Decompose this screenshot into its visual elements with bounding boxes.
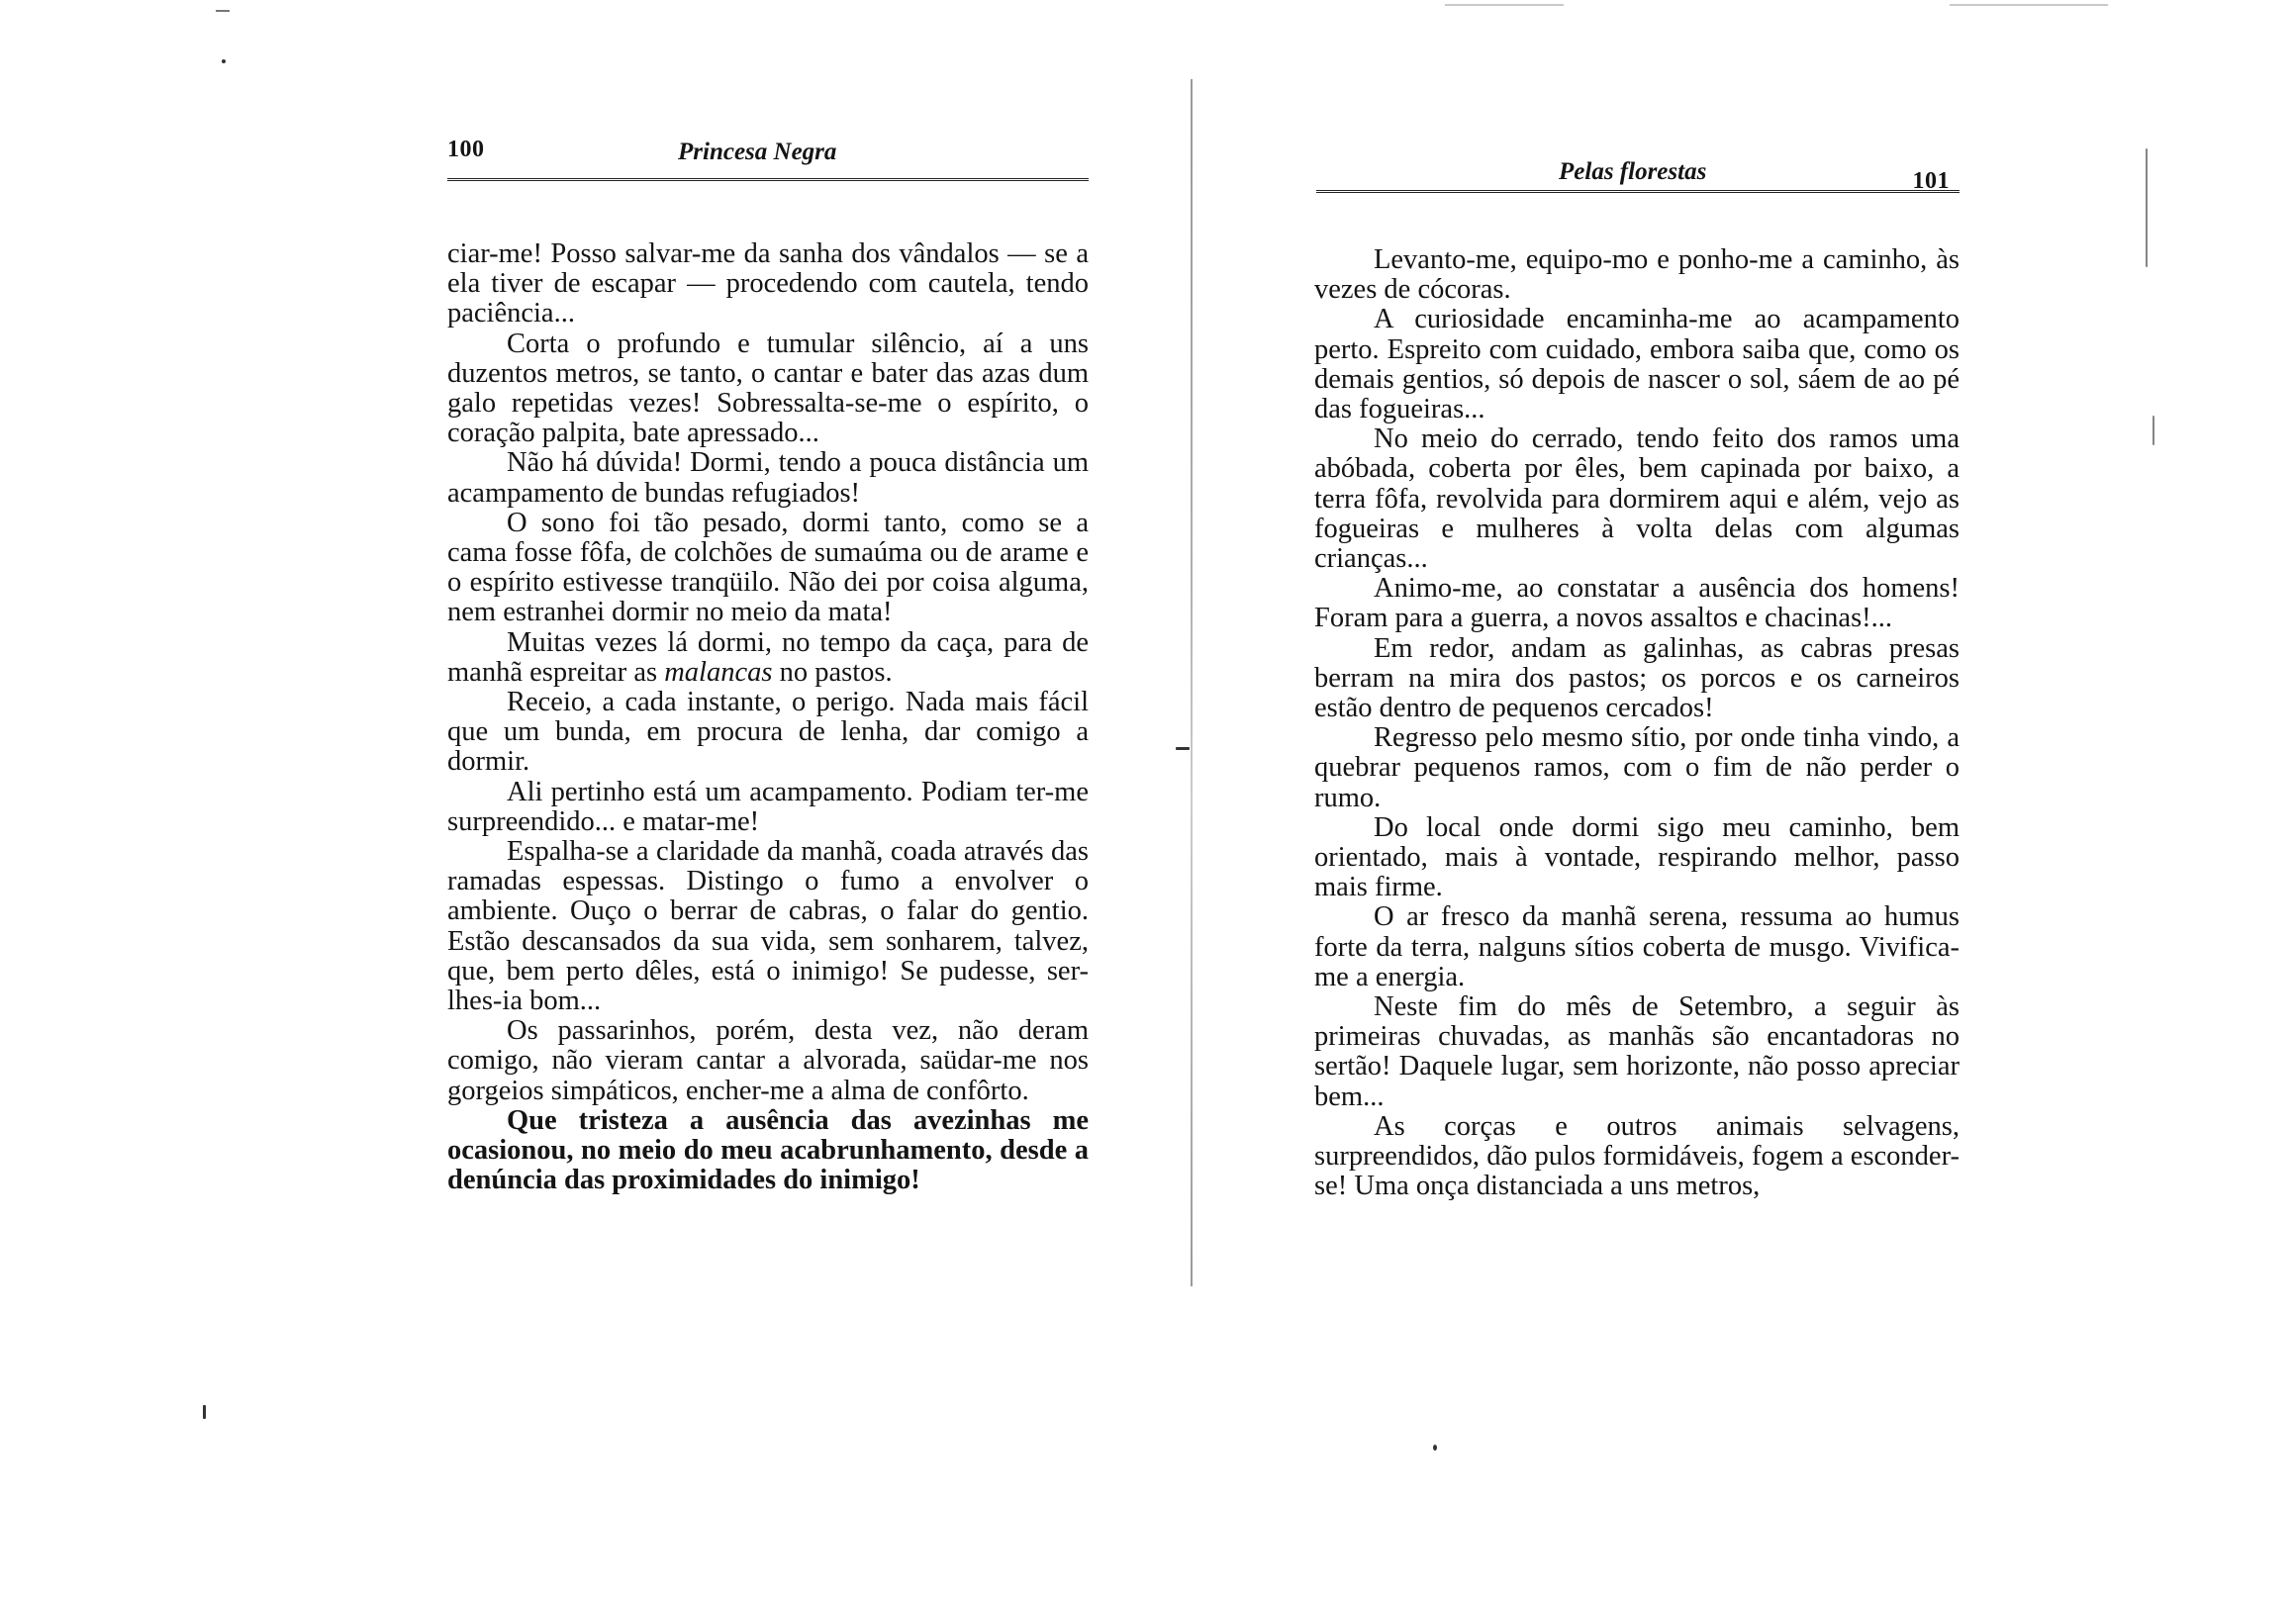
scan-speck <box>2152 416 2154 445</box>
right-page <box>1306 0 1960 1599</box>
paragraph: Espalha-se a claridade da manhã, coada através das ramadas espessas. Distingo o fumo a envolver o ambiente. Ouço o berrar de cabras, o falar do gentio. Estão descansados da sua vida, sem sonharem, talvez, que, bem perto dêles, está o inimigo! Se pudesse, ser-lhes-ia bom... <box>447 836 1089 1017</box>
paragraph: As corças e outros animais selvagens, surpreendidos, dão pulos formidáveis, fogem a esconder-se! Uma onça distanciada a uns metros, <box>1314 1110 1960 1202</box>
right-header-rule <box>1316 190 1960 193</box>
left-running-head <box>435 137 1089 176</box>
paragraph: Muitas vezes lá dormi, no tempo da caça, para de manhã espreitar as malancas no pastos. <box>447 626 1089 688</box>
scan-artifact <box>216 10 230 12</box>
paragraph: Ali pertinho está um acampamento. Podiam ter-me surpreendido... e matar-me! <box>447 776 1089 837</box>
paragraph: Que tristeza a ausência das avezinhas me ocasionou, no meio do meu acabrunhamento, desde a denúncia das proximidades do inimigo! <box>447 1104 1089 1196</box>
scan-speck <box>222 59 226 63</box>
scan-speck <box>1433 1445 1437 1451</box>
left-header-rule <box>447 178 1089 181</box>
scan-artifact <box>1950 4 2108 6</box>
book-gutter <box>1191 79 1193 1286</box>
paragraph: ciar-me! Posso salvar-me da sanha dos vândalos — se a ela tiver de escapar — procedendo com cautela, tendo paciência... <box>447 238 1089 329</box>
scan-artifact <box>1445 4 1564 6</box>
right-running-head <box>1306 154 1960 194</box>
paragraph: Levanto-me, equipo-mo e ponho-me a caminho, às vezes de cócoras. <box>1314 244 1960 306</box>
paragraph: No meio do cerrado, tendo feito dos ramos uma abóbada, coberta por êles, bem capinada por baixo, a terra fôfa, revolvida para dormirem aqui e além, vejo as fogueiras e mulheres à volta delas com algumas crianças... <box>1314 423 1960 575</box>
left-body-text <box>447 239 1089 1196</box>
paragraph: O ar fresco da manhã serena, ressuma ao humus forte da terra, nalguns sítios coberta de musgo. Vivifica-me a energia. <box>1314 901 1960 992</box>
paragraph: A curiosidade encaminha-me ao acampamento perto. Espreito com cuidado, embora saiba que, como os demais gentios, só depois de nascer o sol, sáem de ao pé das fogueiras... <box>1314 304 1960 425</box>
paragraph: Em redor, andam as galinhas, as cabras presas berram na mira dos pastos; os porcos e os carneiros estão dentro de pequenos cercados! <box>1314 632 1960 724</box>
right-page-number: 101 <box>1912 168 1950 194</box>
left-page-number: 100 <box>447 137 485 162</box>
paragraph: Do local onde dormi sigo meu caminho, bem orientado, mais à vontade, respirando melhor, passo mais firme. <box>1314 811 1960 903</box>
scan-speck <box>1176 747 1190 750</box>
paragraph: Não há dúvida! Dormi, tendo a pouca distância um acampamento de bundas refugiados! <box>447 447 1089 509</box>
paragraph: O sono foi tão pesado, dormi tanto, como se a cama fosse fôfa, de colchões de sumaúma ou de arame e o espírito estivesse tranqüilo. Não dei por coisa alguma, nem estranhei dormir no meio da mata! <box>447 507 1089 628</box>
paragraph: Neste fim do mês de Setembro, a seguir às primeiras chuvadas, as manhãs são encantadoras no sertão! Daquele lugar, sem horizonte, não posso apreciar bem... <box>1314 991 1960 1112</box>
paragraph: Regresso pelo mesmo sítio, por onde tinha vindo, a quebrar pequenos ramos, com o fim de não perder o rumo. <box>1314 722 1960 813</box>
left-page <box>435 0 1089 1599</box>
italic-word: malancas <box>664 656 773 688</box>
scan-speck <box>2146 148 2148 267</box>
paragraph: Os passarinhos, porém, desta vez, não deram comigo, não vieram cantar a alvorada, saüdar-me nos gorgeios simpáticos, encher-me a alma de confôrto. <box>447 1015 1089 1106</box>
paragraph: Corta o profundo e tumular silêncio, aí a uns duzentos metros, se tanto, o cantar e bater das azas dum galo repetidas vezes! Sobressalta-se-me o espírito, o coração palpita, bate apressado... <box>447 328 1089 449</box>
right-running-title: Pelas florestas <box>1559 158 1707 185</box>
paragraph: Animo-me, ao constatar a ausência dos homens! Foram para a guerra, a novos assaltos e chacinas!... <box>1314 573 1960 634</box>
scan-speck <box>203 1405 206 1419</box>
right-body-text <box>1314 245 1960 1202</box>
left-running-title: Princesa Negra <box>678 139 837 165</box>
paragraph: Receio, a cada instante, o perigo. Nada mais fácil que um bunda, em procura de lenha, dar comigo a dormir. <box>447 687 1089 778</box>
